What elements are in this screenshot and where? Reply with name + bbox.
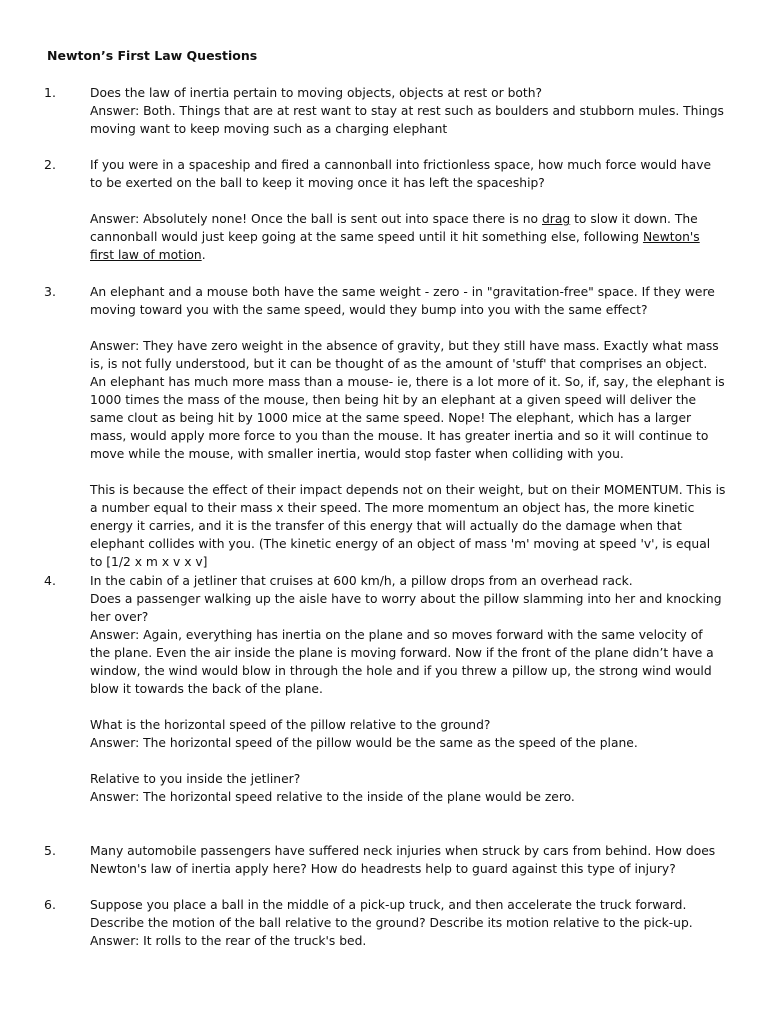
question-text: Many automobile passengers have suffered neck injuries when struck by cars from behind. How does Newton's law of inertia apply here? How do headrests help to guard against this type of injury? [90, 844, 716, 876]
question-text: An elephant and a mouse both have the same weight - zero - in "gravitation-free" space. If they were moving toward you with the same speed, would they bump into you with the same effect? [90, 285, 715, 317]
drag-link[interactable]: drag [542, 212, 571, 226]
question-text: Does a passenger walking up the aisle have to worry about the pillow slamming into her and knocking her over? [90, 592, 722, 624]
explanation-text: This is because the effect of their impact depends not on their weight, but on their MOMENTUM. This is a number equal to their mass x their speed. The more momentum an object has, the more kinetic energy it carries, and it is the transfer of this energy that will actually do the damage when that elephant collides with you. (The kinetic energy of an object of mass 'm' moving at speed 'v', is equal to [1/2 x m x v x v] [90, 483, 726, 569]
answer-text: Answer: Both. Things that are at rest want to stay at rest such as boulders and stubborn mules. Things moving want to keep moving such as a charging elephant [90, 104, 724, 136]
answer-text: Answer: Again, everything has inertia on the plane and so moves forward with the same velocity of the plane. Even the air inside the plane is moving forward. Now if the front of the plane didn’t have a window, the wind would blow in through the hole and if you threw a pillow up, the strong wind would blow it towards the back of the plane. [90, 628, 714, 696]
sub-question-text: Relative to you inside the jetliner? [90, 772, 301, 786]
question-number: 5. [44, 843, 56, 858]
question-body [90, 283, 726, 571]
question-number: 6. [44, 897, 56, 912]
question-text: If you were in a spaceship and fired a cannonball into frictionless space, how much force would have to be exerted on the ball to keep it moving once it has left the spaceship? [90, 158, 712, 190]
answer-text-part: to slow it down. The cannonball would just keep going at the same speed until it hit something else, following [90, 212, 698, 244]
answer-text-part: Answer: Absolutely none! Once the ball is sent out into space there is no [90, 212, 542, 226]
document-title: Newton’s First Law Questions [47, 48, 258, 63]
question-number: 3. [44, 284, 56, 299]
question-number: 1. [44, 85, 56, 100]
question-body [90, 156, 726, 264]
sub-answer-text: Answer: The horizontal speed of the pillow would be the same as the speed of the plane. [90, 736, 638, 750]
question-text: In the cabin of a jetliner that cruises at 600 km/h, a pillow drops from an overhead rack. [90, 574, 633, 588]
question-text: Suppose you place a ball in the middle of a pick-up truck, and then accelerate the truck forward. Describe the motion of the ball relative to the ground? Describe its motion relative to the pick-up. [90, 898, 693, 930]
answer-text [90, 210, 726, 264]
question-text: Does the law of inertia pertain to moving objects, objects at rest or both? [90, 86, 543, 100]
answer-text: Answer: It rolls to the rear of the truck's bed. [90, 934, 367, 948]
question-body [90, 896, 726, 950]
question-number: 4. [44, 573, 56, 588]
answer-text-part: . [201, 248, 206, 262]
answer-text: Answer: They have zero weight in the absence of gravity, but they still have mass. Exactly what mass is, is not fully understood, but it can be thought of as the amount of 'stuff' that comprises an object. An elephant has much more mass than a mouse- ie, there is a lot more of it. So, if, say, the elephant is 1000 times the mass of the mouse, then being hit by an elephant at a given speed will deliver the same clout as being hit by 1000 mice at the same speed. Nope! The elephant, which has a larger mass, would apply more force to you than the mouse. It has greater inertia and so it will continue to move while the mouse, with smaller inertia, would stop faster when colliding with you. [90, 339, 725, 461]
question-body [90, 84, 726, 138]
sub-question-text: What is the horizontal speed of the pillow relative to the ground? [90, 718, 491, 732]
question-body [90, 842, 726, 878]
sub-answer-text: Answer: The horizontal speed relative to the inside of the plane would be zero. [90, 790, 575, 804]
question-number: 2. [44, 157, 56, 172]
newtons-first-law-link[interactable]: Newton's first law of motion [90, 230, 700, 262]
question-body [90, 572, 726, 806]
